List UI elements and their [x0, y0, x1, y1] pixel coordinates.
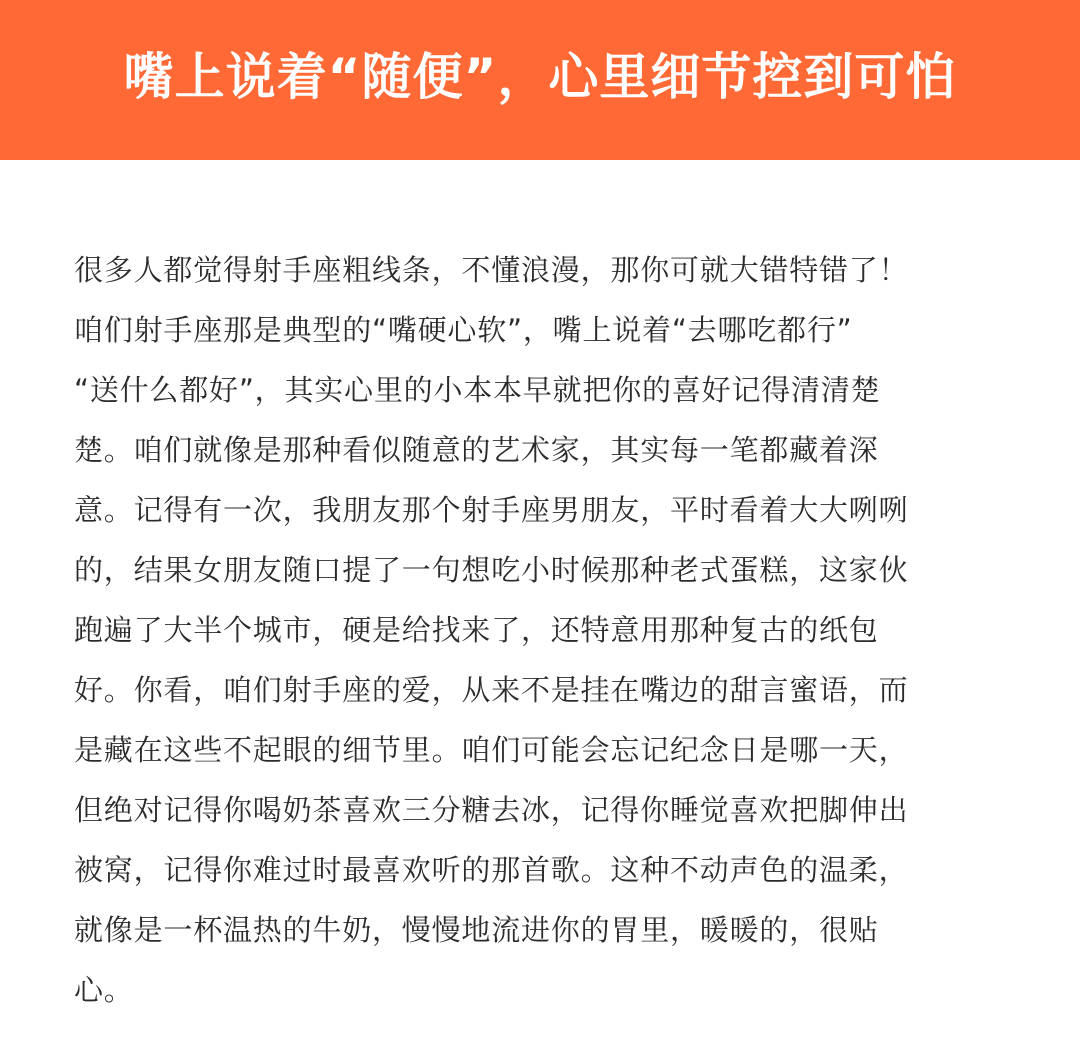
body-text-line: 是藏在这些不起眼的细节里。咱们可能会忘记纪念日是哪一天， [74, 733, 909, 767]
body-text-line: 被窝，记得你难过时最喜欢听的那首歌。这种不动声色的温柔， [74, 853, 909, 887]
body-text-line: 就像是一杯温热的牛奶，慢慢地流进你的胃里，暖暖的，很贴 [74, 913, 879, 947]
body-text-line: “送什么都好”，其实心里的小本本早就把你的喜好记得清清楚 [74, 373, 881, 407]
body-text-line: 很多人都觉得射手座粗线条，不懂浪漫，那你可就大错特错了！ [74, 253, 909, 287]
header-banner [0, 0, 1080, 160]
article-body [74, 240, 1014, 1020]
body-text-line: 跑遍了大半个城市，硬是给找来了，还特意用那种复古的纸包 [74, 613, 879, 647]
body-text-line: 意。记得有一次，我朋友那个射手座男朋友，平时看着大大咧咧 [74, 493, 909, 527]
body-text-line: 但绝对记得你喝奶茶喜欢三分糖去冰，记得你睡觉喜欢把脚伸出 [74, 793, 909, 827]
body-text-line: 心。 [74, 973, 134, 1007]
body-text-line: 咱们射手座那是典型的“嘴硬心软”，嘴上说着“去哪吃都行” [74, 313, 853, 347]
page-title: 嘴上说着“随便”，心里细节控到可怕 [123, 48, 957, 106]
body-text-line: 好。你看，咱们射手座的爱，从来不是挂在嘴边的甜言蜜语，而 [74, 673, 909, 707]
body-text-line: 楚。咱们就像是那种看似随意的艺术家，其实每一笔都藏着深 [74, 433, 879, 467]
body-text-line: 的，结果女朋友随口提了一句想吃小时候那种老式蛋糕，这家伙 [74, 553, 909, 587]
